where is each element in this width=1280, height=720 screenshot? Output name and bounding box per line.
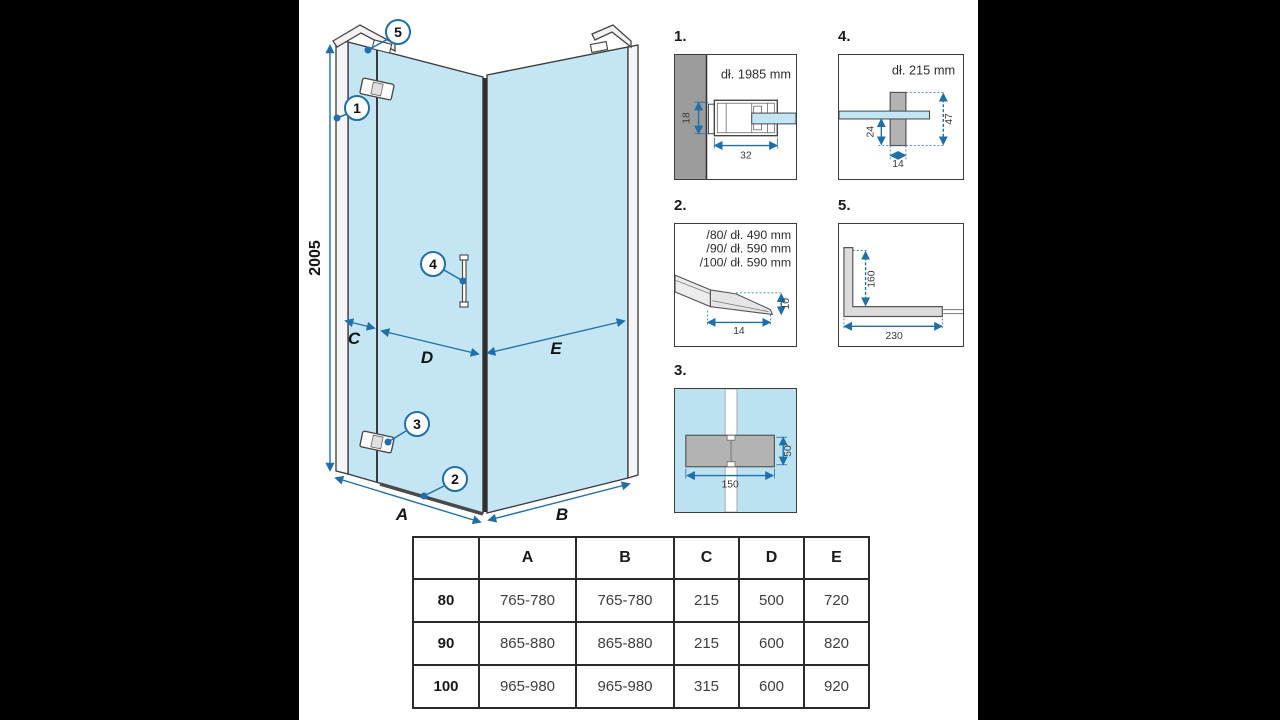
table-header-d: D — [739, 537, 804, 579]
detail-box-4 — [838, 54, 964, 180]
table-header-a: A — [479, 537, 576, 579]
detail-box-5 — [838, 223, 964, 347]
table-row — [413, 622, 869, 665]
table-cell: 720 — [804, 579, 869, 622]
detail-4-label: 4. — [838, 28, 851, 45]
table-header-c: C — [674, 537, 739, 579]
glass-panel-fixed-side — [487, 47, 628, 513]
table-row-label: 80 — [413, 579, 479, 622]
detail-4-length: dł. 215 mm — [891, 62, 956, 78]
dim-150: 150 — [721, 479, 739, 491]
dim-24: 24 — [865, 126, 877, 138]
table-cell: 215 — [674, 622, 739, 665]
dim-label-a: A — [395, 505, 409, 524]
table-cell: 215 — [674, 579, 739, 622]
table-row-label: 100 — [413, 665, 479, 708]
dim-label-c: C — [347, 329, 361, 348]
detail-2-length-80: /80/ dł. 490 mm — [706, 227, 792, 242]
svg-text:3: 3 — [413, 416, 421, 432]
svg-text:4: 4 — [429, 256, 437, 272]
support-bracket-right — [590, 42, 607, 53]
detail-box-3 — [674, 388, 797, 513]
dim-label-e: E — [550, 339, 562, 358]
detail-box-1 — [674, 54, 797, 180]
detail-1-drawing — [675, 55, 796, 179]
dim-32: 32 — [740, 150, 752, 162]
l-bracket-profile — [844, 248, 942, 317]
table-header-empty — [413, 537, 479, 579]
table-row — [413, 579, 869, 622]
glass-section — [839, 111, 930, 119]
detail-2-length-100: /100/ dł. 590 mm — [699, 255, 792, 270]
table-header-row — [413, 537, 869, 579]
main-shower-diagram — [300, 0, 660, 530]
dim-18: 18 — [681, 112, 693, 124]
detail-1-label: 1. — [674, 28, 687, 45]
table-cell: 920 — [804, 665, 869, 708]
table-cell: 500 — [739, 579, 804, 622]
dim-50: 50 — [783, 445, 795, 457]
detail-3-drawing — [675, 389, 796, 512]
dim-label-height: 2005 — [307, 240, 324, 276]
size-table — [412, 536, 870, 709]
table-row — [413, 665, 869, 708]
detail-2-length-90: /90/ dł. 590 mm — [706, 241, 792, 256]
table-cell: 965-980 — [479, 665, 576, 708]
detail-2-drawing — [675, 224, 796, 346]
detail-2-label: 2. — [674, 197, 687, 214]
dim-14: 14 — [892, 159, 904, 171]
detail-box-2 — [674, 223, 797, 347]
table-cell: 865-880 — [479, 622, 576, 665]
table-header-e: E — [804, 537, 869, 579]
dim-160: 160 — [866, 270, 878, 288]
dim-14: 14 — [733, 326, 745, 338]
glass-section — [752, 113, 796, 124]
table-cell: 765-780 — [479, 579, 576, 622]
dim-230: 230 — [885, 331, 903, 343]
detail-4-drawing — [839, 55, 963, 179]
svg-text:2: 2 — [451, 471, 459, 487]
table-header-b: B — [576, 537, 674, 579]
dim-label-d: D — [420, 348, 434, 367]
table-cell: 865-880 — [576, 622, 674, 665]
detail-3-label: 3. — [674, 362, 687, 379]
table-cell: 600 — [739, 665, 804, 708]
detail-5-drawing — [839, 224, 963, 346]
dim-10: 10 — [781, 297, 793, 310]
table-cell: 820 — [804, 622, 869, 665]
seal-profile-body — [675, 275, 710, 306]
table-cell: 765-780 — [576, 579, 674, 622]
svg-text:5: 5 — [394, 24, 402, 40]
detail-5-label: 5. — [838, 197, 851, 214]
table-cell: 600 — [739, 622, 804, 665]
wall-profile-right — [628, 45, 638, 478]
dim-47: 47 — [944, 113, 956, 125]
svg-text:1: 1 — [353, 100, 361, 116]
table-cell: 965-980 — [576, 665, 674, 708]
table-row-label: 90 — [413, 622, 479, 665]
detail-1-length: dł. 1985 mm — [720, 66, 792, 82]
table-cell: 315 — [674, 665, 739, 708]
dim-label-b: B — [555, 505, 569, 524]
